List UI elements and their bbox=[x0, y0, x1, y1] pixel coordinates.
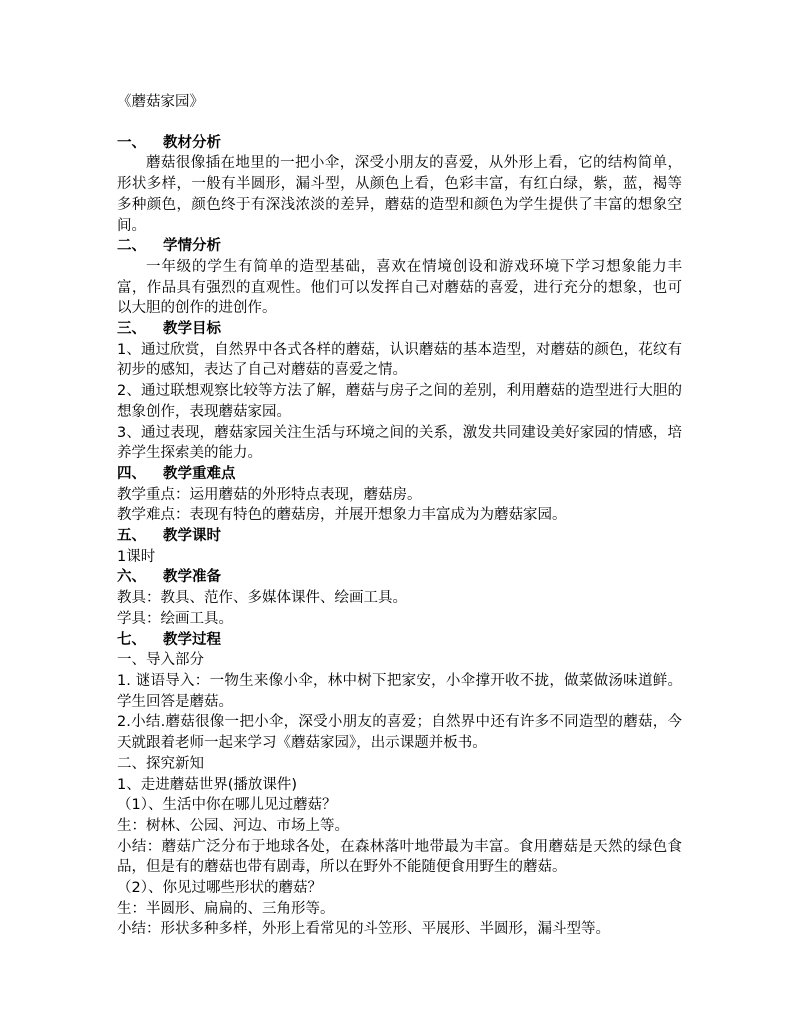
textbook-analysis-paragraph: 蘑菇很像插在地里的一把小伞，深受小朋友的喜爱，从外形上看，它的结构简单，形状多样，一般有半圆形，漏斗型，从颜色上看，色彩丰富，有红白绿，紫，蓝，褐等多种颜色，颜色终于有深浅浓淡的差异，蘑菇的造型和颜色为学生提供了丰富的想象空间。 bbox=[117, 155, 682, 234]
section-heading-textbook-analysis bbox=[117, 133, 682, 154]
section-number: 四、 bbox=[117, 465, 146, 482]
section-heading-student-analysis bbox=[117, 236, 682, 257]
answer-1-line: 生：树林、公园、河边、市场上等。 bbox=[117, 817, 349, 834]
difficulty-line: 教学难点：表现有特色的蘑菇房，并展开想象力丰富成为为蘑菇家园。 bbox=[117, 507, 567, 524]
document-page bbox=[117, 92, 682, 940]
student-analysis-paragraph: 一年级的学生有简单的造型基础，喜欢在情境创设和游戏环境下学习想象能力丰富，作品具有强烈的直观性。他们可以发挥自己对蘑菇的喜爱，进行充分的想象，也可以大胆的创作的进创作。 bbox=[117, 258, 682, 317]
key-point-line: 教学重点：运用蘑菇的外形特点表现，蘑菇房。 bbox=[117, 486, 422, 503]
teaching-goal-1: 1、通过欣赏，自然界中各式各样的蘑菇，认识蘑菇的基本造型，对蘑菇的颜色，花纹有初步的感知，表达了自己对蘑菇的喜爱之情。 bbox=[117, 341, 682, 379]
section-number: 三、 bbox=[117, 321, 146, 338]
section-label: 教学过程 bbox=[163, 631, 221, 648]
question-2-line: （2）、你见过哪些形状的蘑菇？ bbox=[117, 880, 322, 897]
section-heading-teaching-process bbox=[117, 630, 682, 651]
section-label: 教材分析 bbox=[163, 134, 221, 151]
section-heading-teaching-goals bbox=[117, 319, 682, 340]
section-number: 二、 bbox=[117, 238, 146, 255]
section-label: 教学课时 bbox=[163, 528, 221, 545]
section-heading-class-hours bbox=[117, 526, 682, 547]
section-number: 一、 bbox=[117, 134, 146, 151]
section-number: 六、 bbox=[117, 569, 146, 586]
section-label: 学情分析 bbox=[163, 238, 221, 255]
section-label: 教学准备 bbox=[163, 569, 221, 586]
process-part-intro: 一、导入部分 bbox=[117, 652, 204, 669]
student-tools-line: 学具：绘画工具。 bbox=[117, 610, 233, 627]
intro-summary-paragraph: 2.小结.蘑菇很像一把小伞，深受小朋友的喜爱；自然界中还有许多不同造型的蘑菇，今天就跟着老师一起来学习《蘑菇家园》，出示课题并板书。 bbox=[117, 714, 682, 752]
riddle-paragraph: 1. 谜语导入：一物生来像小伞，林中树下把家安，小伞撑开收不拢，做菜做汤味道鲜。学生回答是蘑菇。 bbox=[117, 672, 682, 710]
process-part-explore: 二、探究新知 bbox=[117, 755, 204, 772]
teaching-goal-3: 3、通过表现，蘑菇家园关注生活与环境之间的关系，激发共同建设美好家园的情感，培养学生探索美的能力。 bbox=[117, 424, 682, 462]
section-number: 七、 bbox=[117, 631, 146, 648]
teacher-tools-line: 教具：教具、范作、多媒体课件、绘画工具。 bbox=[117, 590, 407, 607]
section-heading-preparation bbox=[117, 567, 682, 588]
section-number: 五、 bbox=[117, 528, 146, 545]
section-label: 教学目标 bbox=[163, 321, 221, 338]
mushroom-world-line: 1、走进蘑菇世界(播放课件) bbox=[117, 776, 298, 793]
answer-2-line: 生：半圆形、扁扁的、三角形等。 bbox=[117, 900, 335, 917]
summary-1-paragraph: 小结：蘑菇广泛分布于地球各处，在森林落叶地带最为丰富。食用蘑菇是天然的绿色食品，但是有的蘑菇也带有剧毒，所以在野外不能随便食用野生的蘑菇。 bbox=[117, 838, 682, 876]
section-heading-key-difficult-points bbox=[117, 464, 682, 485]
question-1-line: （1）、生活中你在哪儿见过蘑菇？ bbox=[117, 797, 337, 814]
class-hours-line: 1课时 bbox=[117, 548, 156, 565]
document-title: 《蘑菇家园》 bbox=[117, 94, 204, 110]
section-label: 教学重难点 bbox=[163, 465, 236, 482]
summary-2-line: 小结：形状多种多样，外形上看常见的斗笠形、平展形、半圆形，漏斗型等。 bbox=[117, 921, 610, 938]
teaching-goal-2: 2、通过联想观察比较等方法了解，蘑菇与房子之间的差别，利用蘑菇的造型进行大胆的想象创作，表现蘑菇家园。 bbox=[117, 383, 682, 420]
